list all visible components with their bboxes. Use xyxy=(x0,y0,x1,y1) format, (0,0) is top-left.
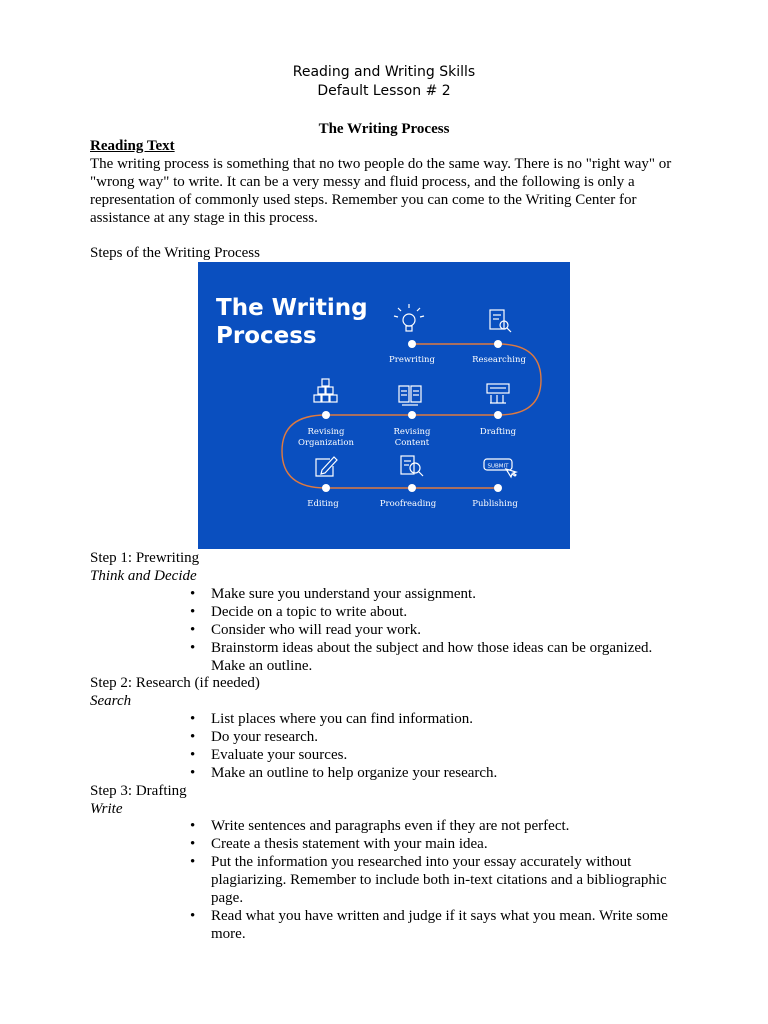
list-item: • Consider who will read your work. xyxy=(190,621,670,639)
list-item: • Read what you have written and judge if it says what you mean. Write some more. xyxy=(190,907,670,943)
step-3-heading: Step 3: Drafting xyxy=(90,783,187,799)
infographic-title-line1: The Writing xyxy=(216,295,368,321)
dot-publishing xyxy=(494,484,502,492)
figure-caption: Steps of the Writing Process xyxy=(90,245,260,261)
list-item: • List places where you can find information. xyxy=(190,710,670,728)
dot-drafting xyxy=(494,411,502,419)
laptop-writing-icon xyxy=(487,384,509,403)
step-label-revising-organization-1: Revising xyxy=(307,427,345,437)
dot-researching xyxy=(494,340,502,348)
dot-editing xyxy=(322,484,330,492)
infographic-title-line2: Process xyxy=(216,323,317,349)
dot-revising-content xyxy=(408,411,416,419)
list-item: • Create a thesis statement with your main idea. xyxy=(190,835,670,853)
dot-proofreading xyxy=(408,484,416,492)
step-2-bullet-list xyxy=(190,710,670,782)
infographic-svg xyxy=(198,262,570,549)
list-item: • Evaluate your sources. xyxy=(190,746,670,764)
list-item: • Brainstorm ideas about the subject and how those ideas can be organized. Make an outline. xyxy=(190,639,670,675)
open-book-icon xyxy=(399,386,421,405)
list-item: • Put the information you researched into your essay accurately without plagiarizing. Remember to include both in-text citations and a bibliographic page. xyxy=(190,853,670,907)
section-heading: Reading Text xyxy=(90,138,175,154)
step-2-heading: Step 2: Research (if needed) xyxy=(90,675,260,691)
header-course-title: Reading and Writing Skills xyxy=(292,64,476,80)
step-1-heading: Step 1: Prewriting xyxy=(90,550,200,566)
edit-pencil-icon xyxy=(316,457,337,476)
submit-icon-label: SUBMIT xyxy=(487,463,509,470)
step-2-subheading: Search xyxy=(90,693,132,709)
list-item: • Make sure you understand your assignment. xyxy=(190,585,670,603)
step-1-subheading: Think and Decide xyxy=(90,568,197,584)
step-label-revising-organization-2: Organization xyxy=(297,438,355,448)
step-label-publishing: Publishing xyxy=(472,499,518,509)
dot-prewriting xyxy=(408,340,416,348)
blocks-organization-icon xyxy=(314,379,337,402)
step-label-prewriting: Prewriting xyxy=(389,355,435,365)
proofreading-magnifier-icon xyxy=(401,456,423,476)
step-label-revising-content-1: Revising xyxy=(393,427,431,437)
step-1-bullet-list xyxy=(190,585,670,675)
intro-paragraph xyxy=(90,155,690,227)
step-label-editing: Editing xyxy=(307,499,339,509)
list-item: • Make an outline to help organize your research. xyxy=(190,764,670,782)
step-3-subheading: Write xyxy=(90,801,123,817)
list-item: • Do your research. xyxy=(190,728,670,746)
document-search-icon xyxy=(490,310,511,332)
intro-text: The writing process is something that no two people do the same way. There is no "right way" or "wrong way" to write. It can be a very messy and fluid process, and the following is only a representation of commonly used steps. Remember you can come to the Writing Center for assistance at any stage in this process. xyxy=(90,156,672,226)
step-label-drafting: Drafting xyxy=(479,427,517,437)
writing-process-infographic xyxy=(198,262,570,549)
list-item: • Write sentences and paragraphs even if they are not perfect. xyxy=(190,817,670,835)
step-label-revising-content-2: Content xyxy=(394,438,430,448)
dot-revising-organization xyxy=(322,411,330,419)
step-label-proofreading: Proofreading xyxy=(379,499,437,509)
step-3-bullet-list xyxy=(190,817,670,943)
list-item: • Decide on a topic to write about. xyxy=(190,603,670,621)
step-label-researching: Researching xyxy=(472,355,526,365)
document-title: The Writing Process xyxy=(318,121,450,137)
lightbulb-icon xyxy=(394,304,424,331)
header-lesson-number: Default Lesson # 2 xyxy=(317,83,451,99)
